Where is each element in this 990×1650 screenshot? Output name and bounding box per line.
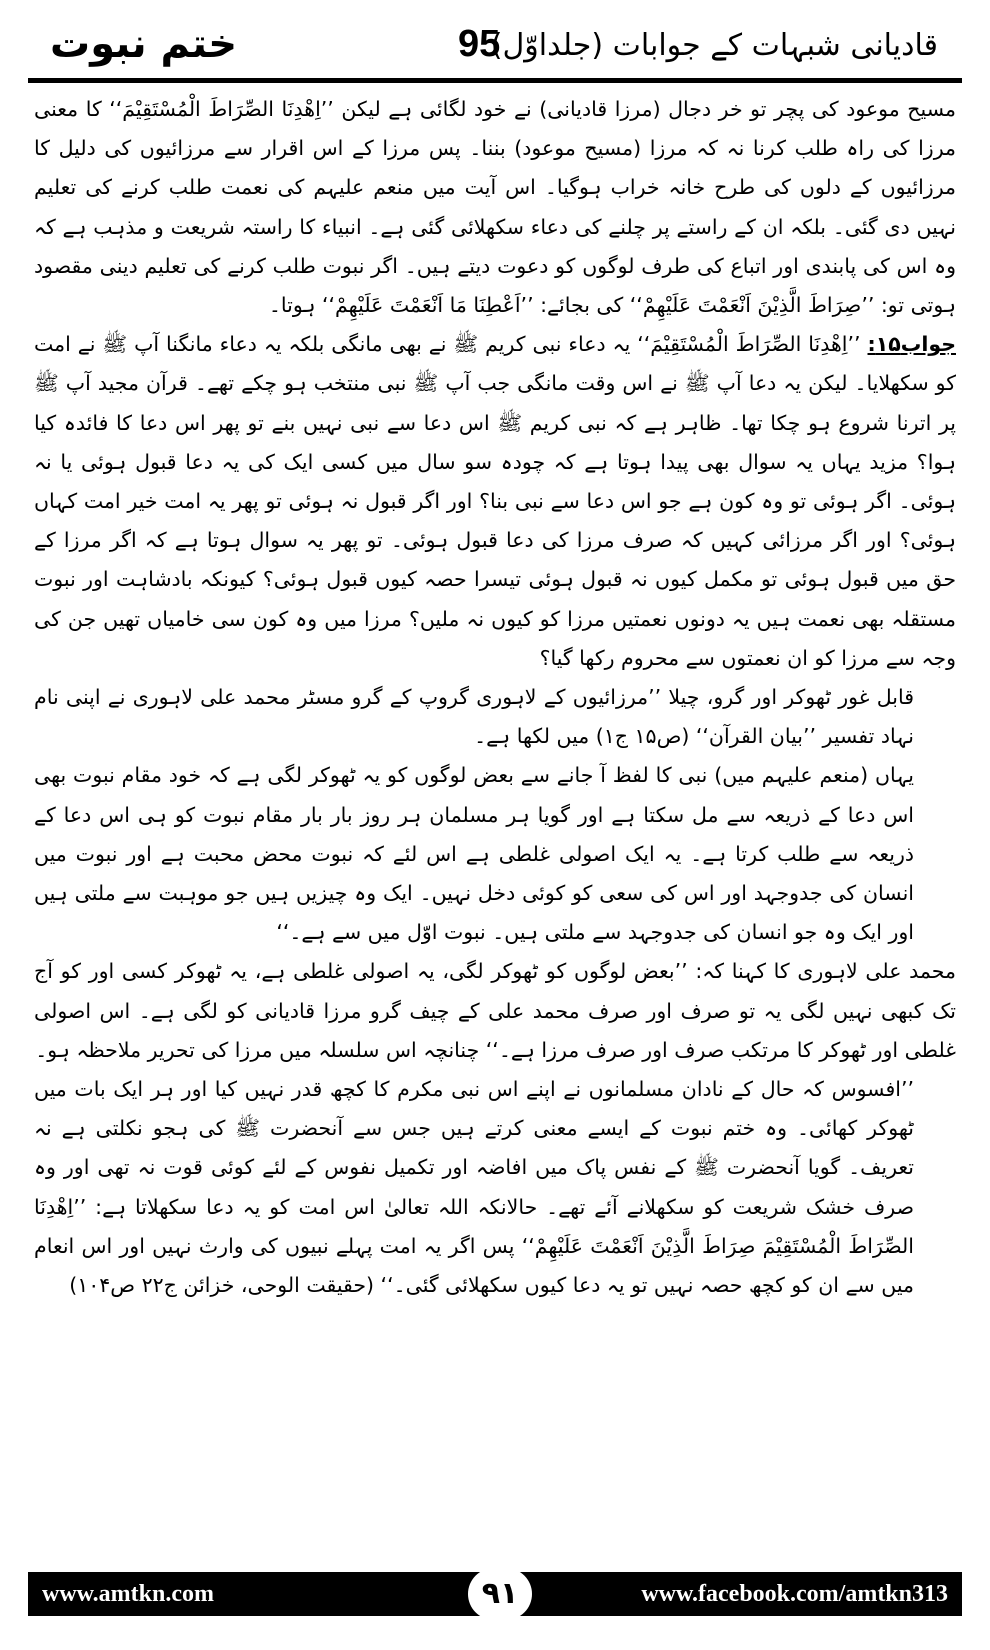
page-header	[28, 8, 962, 84]
page-body	[34, 90, 956, 1558]
footer-facebook-link[interactable]: www.facebook.com/amtkn313	[641, 1581, 948, 1607]
paragraph-6: ’’افسوس کہ حال کے نادان مسلمانوں نے اپنے اس نبی مکرم کا کچھ قدر نہیں کیا اور ہر ایک بات میں ٹھوکر کھائی۔ وہ ختم نبوت کے ایسے معنی کرتے ہیں جس سے آنحضرت ﷺ کی ہجو نکلتی ہے نہ تعریف۔ گویا آنحضرت ﷺ کے نفس پاک میں افاضہ اور تکمیل نفوس کے لئے کوئی قوت نہ تھی اور وہ صرف خشک شریعت کو سکھلانے آئے تھے۔ حالانکہ اللہ تعالیٰ اس امت کو یہ دعا سکھلاتا ہے: ’’اِھْدِنَا الصِّرَاطَ الْمُسْتَقِیْمَ صِرَاطَ الَّذِیْنَ اَنْعَمْتَ عَلَیْھِمْ‘‘ پس اگر یہ امت پہلے نبیوں کی وارث نہیں اور اس انعام میں سے ان کو کچھ حصہ نہیں تو یہ دعا کیوں سکھلائی گئی۔‘‘ (حقیقت الوحی، خزائن ج۲۲ ص۱۰۴)	[34, 1077, 914, 1298]
footer-page-number: ۹۱	[468, 1568, 532, 1620]
paragraph-3: قابل غور ٹھوکر اور گرو، چیلا ’’مرزائیوں کے لاہوری گروپ کے گرو مسٹر محمد علی لاہوری نے اپنی نام نہاد تفسیر ’’بیان القرآن‘‘ (ص۱۵ ج۱) میں لکھا ہے۔	[34, 685, 914, 749]
paragraph-1: مسیح موعود کی پچر تو خر دجال (مرزا قادیانی) نے خود لگائی ہے لیکن ’’اِھْدِنَا الصِّرَاطَ الْمُسْتَقِیْمَ‘‘ کا معنی مرزا کی راہ طلب کرنا نہ کہ مرزا (مسیح موعود) بننا۔ پس مرزا کے اس اقرار سے مرزائیوں کی دلیل کا مرزائیوں کے دلوں کی طرح خانہ خراب ہوگیا۔ اس آیت میں منعم علیہم کی نعمت طلب کرنے کی تعلیم نہیں دی گئی۔ بلکہ ان کے راستے پر چلنے کی دعاء سکھلائی گئی ہے۔ انبیاء کا راستہ شریعت و مذہب ہے کہ وہ اس کی پابندی اور اتباع کی طرف لوگوں کو دعوت دیتے ہیں۔ اگر نبوت طلب کرنے کی تعلیم دینی مقصود ہوتی تو: ’’صِرَاطَ الَّذِیْنَ اَنْعَمْتَ عَلَیْھِمْ‘‘ کی بجائے: ’’اَعْطِنَا مَا اَنْعَمْتَ عَلَیْھِمْ‘‘ ہوتا۔	[34, 97, 956, 318]
header-book-title: قادیانی شبہات کے جوابات (جلداوّل)	[490, 28, 938, 63]
header-divider	[28, 78, 962, 83]
paragraph-2	[34, 325, 956, 678]
paragraph-4: یہاں (منعم علیہم میں) نبی کا لفظ آ جانے سے بعض لوگوں کو یہ ٹھوکر لگی ہے کہ خود مقام نبوت بھی اس دعا کے ذریعہ سے مل سکتا ہے اور گویا ہر مسلمان ہر روز بار بار مقام نبوت کو ہی اس دعا کے ذریعہ سے طلب کرتا ہے۔ یہ ایک اصولی غلطی ہے اس لئے کہ نبوت محض محبت ہے اور نبوت میں انسان کی جدوجہد اور اس کی سعی کو کوئی دخل نہیں۔ ایک وہ چیزیں ہیں جو موہبت سے ملتی ہیں اور ایک وہ جو انسان کی جدوجہد سے ملتی ہیں۔ نبوت اوّل میں سے ہے۔‘‘	[34, 763, 914, 945]
header-title: ختم نبوت	[50, 21, 238, 67]
paragraph-5: محمد علی لاہوری کا کہنا کہ: ’’بعض لوگوں کو ٹھوکر لگی، یہ اصولی غلطی ہے، یہ ٹھوکر کسی اور کو آج تک کبھی نہیں لگی یہ تو صرف اور صرف محمد علی کے چیف گرو مرزا قادیانی کو لگی ہے۔ اس اصولی غلطی اور ٹھوکر کا مرتکب صرف اور صرف مرزا ہے۔‘‘ چنانچہ اس سلسلہ میں مرزا کی تحریر ملاحظہ ہو۔	[34, 959, 956, 1062]
header-page-number: 95	[458, 23, 501, 65]
paragraph-2-text: ’’اِھْدِنَا الصِّرَاطَ الْمُسْتَقِیْمَ‘‘ یہ دعاء نبی کریم ﷺ نے بھی مانگی بلکہ یہ دعاء مانگنا آپ ﷺ نے امت کو سکھلایا۔ لیکن یہ دعا آپ ﷺ نے اس وقت مانگی جب آپ ﷺ نبی منتخب ہو چکے تھے۔ قرآن مجید آپ ﷺ پر اترنا شروع ہو چکا تھا۔ ظاہر ہے کہ نبی کریم ﷺ اس دعا سے نبی نہیں بنے تو پھر اس دعا کا فائدہ کیا ہوا؟ مزید یہاں یہ سوال بھی پیدا ہوتا ہے کہ چودہ سو سال میں کسی ایک کی یہ دعا قبول ہوئی یا نہ ہوئی۔ اگر ہوئی تو وہ کون ہے جو اس دعا سے نبی بنا؟ اور اگر قبول نہ ہوئی تو پھر یہ امت خیر امت کہاں ہوئی؟ اور اگر مرزائی کہیں کہ صرف مرزا کی دعا قبول ہوئی۔ تو پھر یہ سوال ہوتا ہے کہ اگر مرزا کے حق میں قبول ہوئی تو مکمل کیوں نہ قبول ہوئی تیسرا حصہ کیوں قبول ہوئی؟ کیونکہ بادشاہت اور نبوت مستقلہ بھی نعمت ہیں یہ دونوں نعمتیں مرزا کو کیوں نہ ملیں؟ مرزا میں وہ کون سی خامیاں تھیں جن کی وجہ سے مرزا کو ان نعمتوں سے محروم رکھا گیا؟	[34, 332, 956, 670]
answer-label: جواب۱۵:	[867, 332, 956, 357]
page-footer	[28, 1572, 962, 1616]
footer-website-link[interactable]: www.amtkn.com	[42, 1581, 214, 1607]
